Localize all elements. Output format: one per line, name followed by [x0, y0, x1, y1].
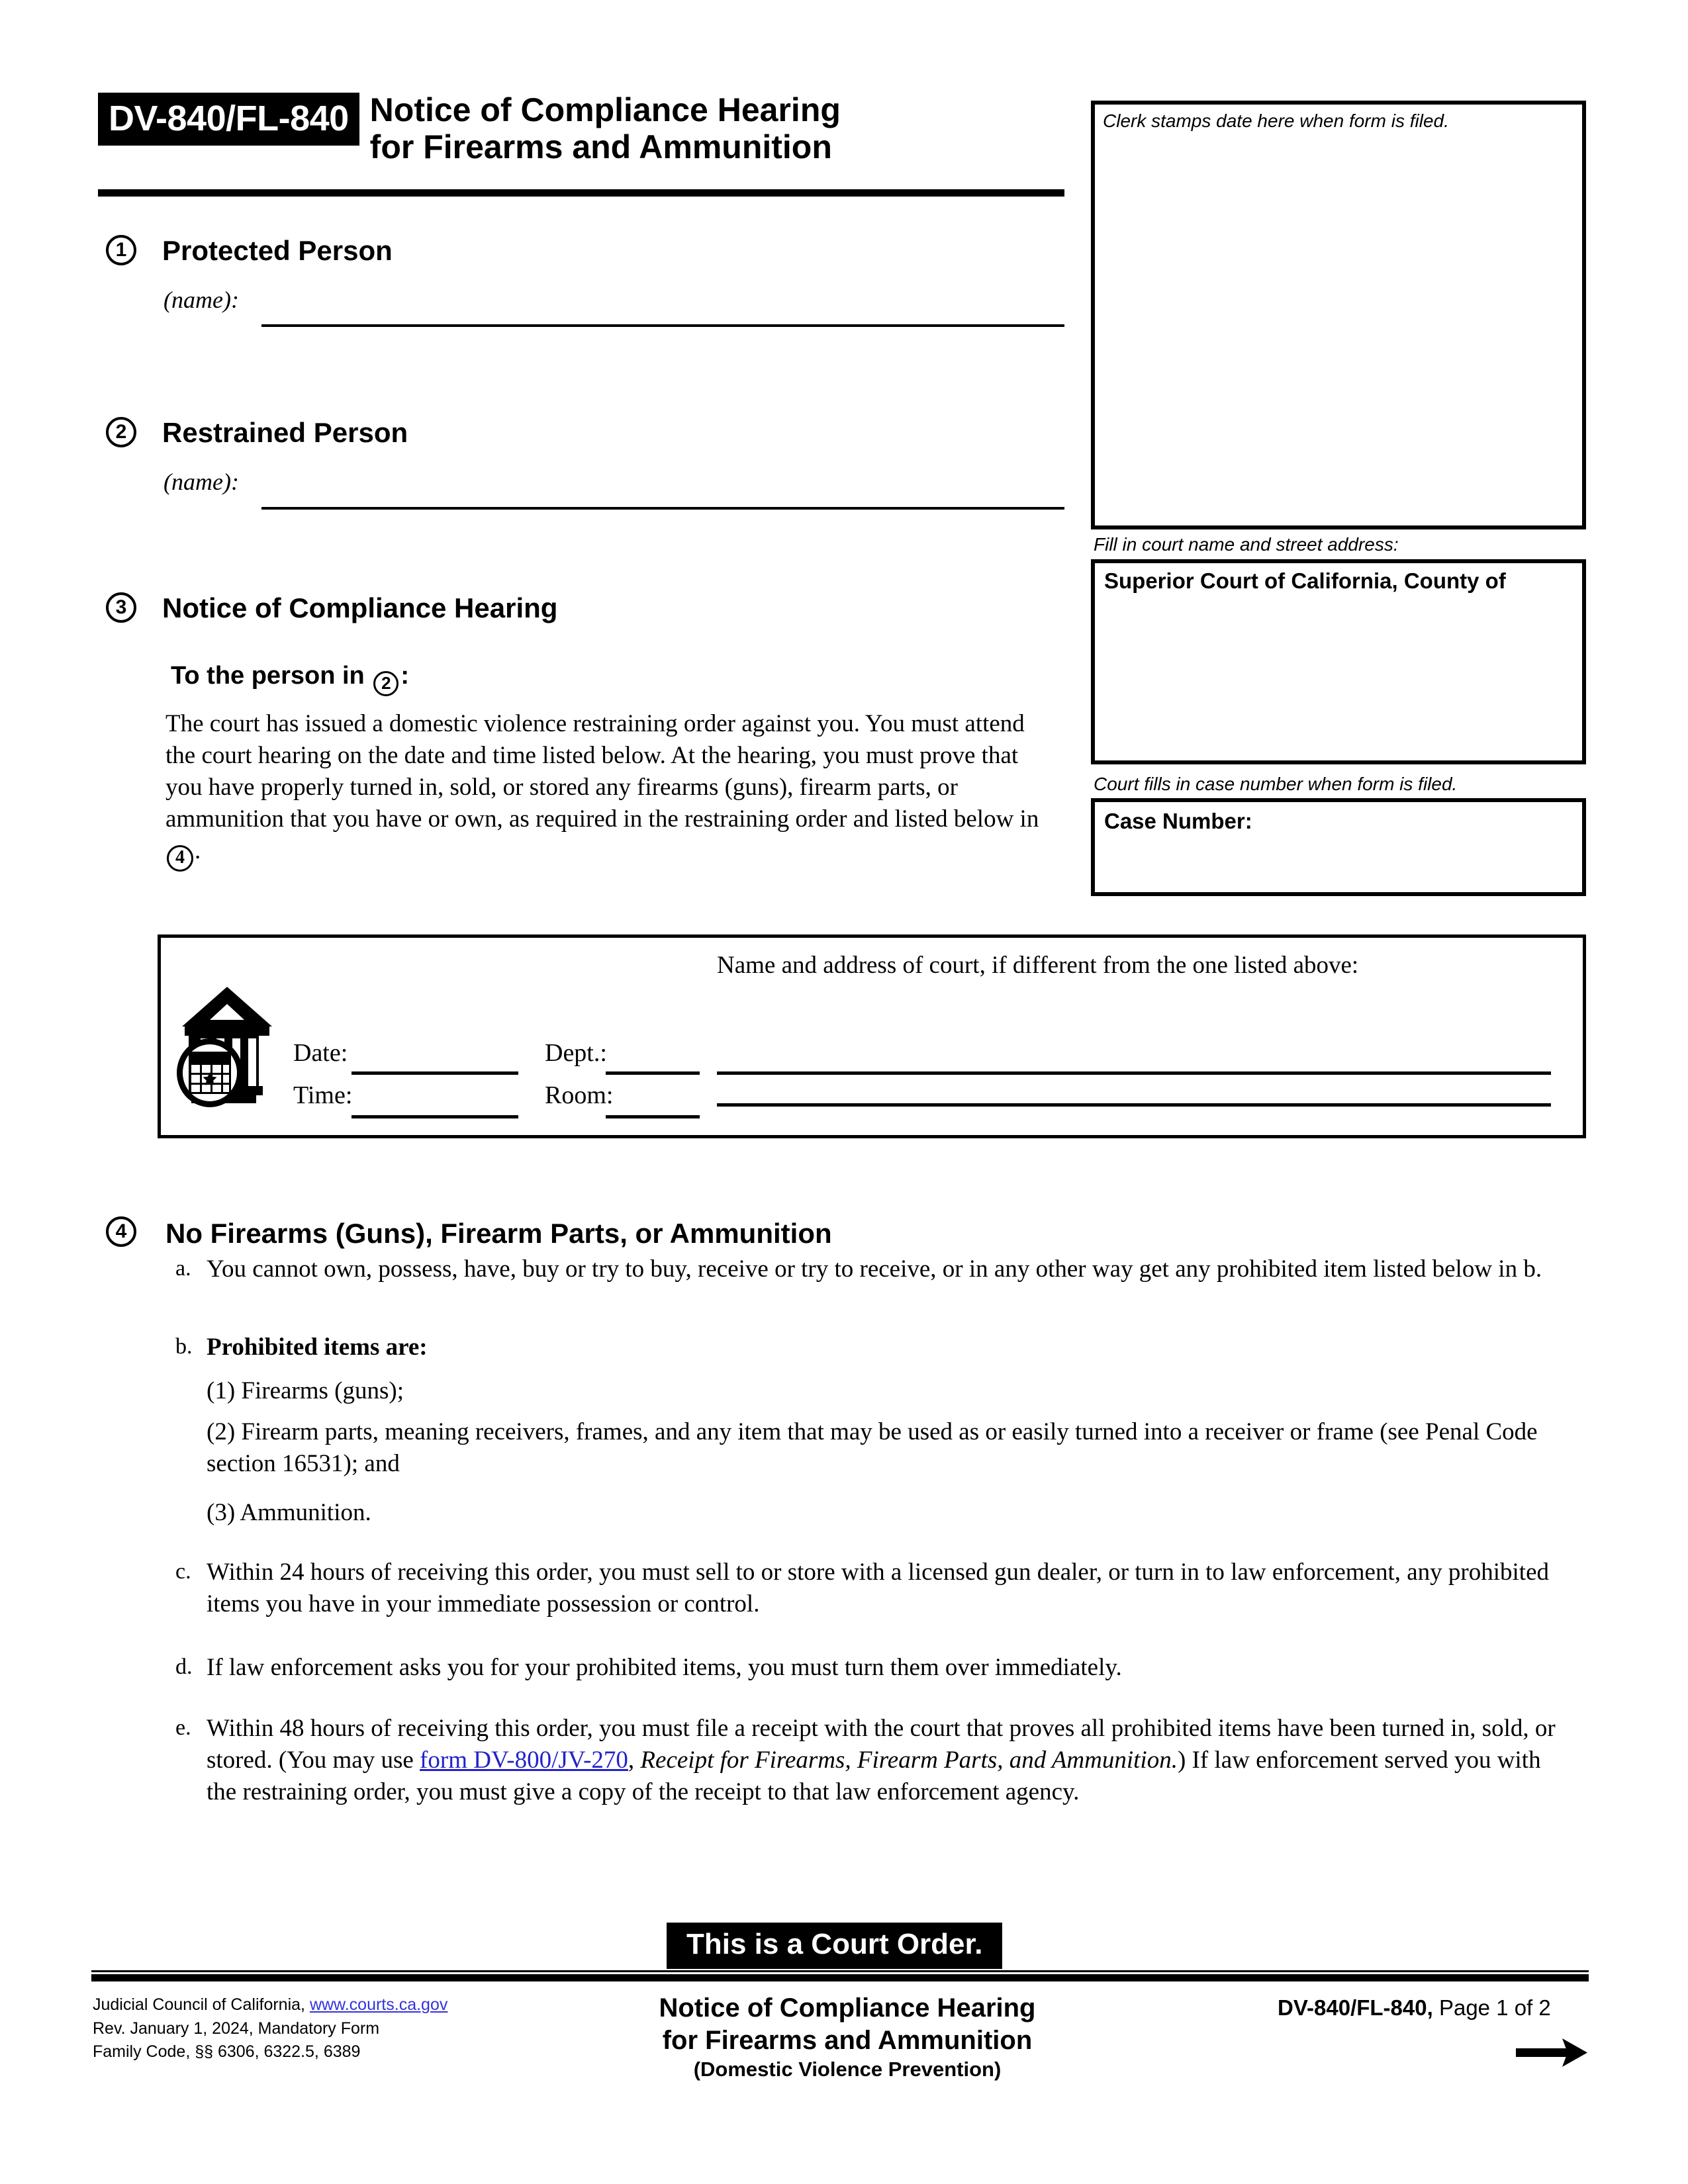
item-4e-text — [207, 1713, 1570, 1808]
footer-code-line: Family Code, §§ 6306, 6322.5, 6389 — [93, 2042, 361, 2061]
protected-person-name-field[interactable] — [261, 324, 1064, 327]
footer-revision-line: Rev. January 1, 2024, Mandatory Form — [93, 2019, 380, 2038]
item-2-number — [106, 417, 136, 447]
item-2-name-label: (name): — [164, 469, 239, 495]
footer-council-prefix: Judicial Council of California, — [93, 1995, 310, 2014]
item-4d-letter: d. — [175, 1655, 193, 1679]
item-4b-list-3: (3) Ammunition. — [207, 1499, 371, 1526]
form-title — [370, 91, 841, 165]
footer-page-number: Page 1 of 2 — [1432, 1995, 1551, 2020]
circled-number-1: 1 — [106, 235, 136, 265]
dept-label: Dept.: — [545, 1039, 607, 1067]
footer-rule-thick — [91, 1974, 1589, 1981]
item-4-number — [106, 1216, 136, 1247]
circled-number-4: 4 — [106, 1216, 136, 1247]
footer-rule-thin — [91, 1970, 1589, 1972]
clerk-stamp-box[interactable] — [1091, 101, 1586, 529]
court-order-banner: This is a Court Order. — [667, 1923, 1002, 1969]
item-4b-text: Prohibited items are: — [207, 1334, 428, 1361]
alternate-court-address-line-1[interactable] — [717, 1071, 1551, 1075]
time-label: Time: — [293, 1081, 353, 1109]
form-header — [98, 93, 1064, 165]
header-divider-rule — [98, 189, 1064, 197]
footer-left-block — [93, 1993, 447, 2064]
form-title-line1: Notice of Compliance Hearing — [369, 91, 841, 128]
item-3-heading: Notice of Compliance Hearing — [162, 592, 558, 623]
footer-title-line1: Notice of Compliance Hearing — [659, 1993, 1036, 2023]
courts-ca-gov-link[interactable]: www.courts.ca.gov — [309, 1995, 448, 2014]
footer-center-block — [616, 1992, 1079, 2081]
item-3-paragraph-text: The court has issued a domestic violence restraining order against you. You must attend the court hearing on the date and time listed below. At the hearing, you must prove that you have properly turned in, sold, or stored any firearms (guns), firearm parts, or ammunition that you have or own, as required in the restraining order and listed below in — [165, 710, 1039, 833]
clerk-stamp-caption: Clerk stamps date here when form is filed. — [1103, 111, 1449, 131]
court-name-address-box[interactable] — [1091, 559, 1586, 764]
footer-council-line — [93, 1993, 447, 2017]
item-2-heading: Restrained Person — [162, 417, 408, 448]
next-page-arrow-icon — [1516, 2037, 1589, 2069]
date-field[interactable] — [352, 1071, 518, 1075]
circled-number-2: 2 — [106, 417, 136, 447]
case-number-caption: Court fills in case number when form is filed. — [1094, 774, 1458, 794]
form-number-badge: DV-840/FL-840 — [98, 93, 359, 146]
fill-court-caption: Fill in court name and street address: — [1094, 534, 1399, 555]
item-3-paragraph-end: . — [195, 837, 201, 865]
circled-reference-2: 2 — [373, 671, 399, 696]
item-4c-text: Within 24 hours of receiving this order, you must sell to or store with a licensed gun dealer, or turn in to law enforcement, any prohibited items you have in your immediate possession or control. — [207, 1559, 1549, 1618]
room-label: Room: — [545, 1081, 614, 1109]
dept-field[interactable] — [606, 1071, 700, 1075]
case-number-box[interactable] — [1091, 798, 1586, 896]
time-field[interactable] — [352, 1115, 518, 1118]
footer-right-block — [1278, 1995, 1551, 2021]
item-4c-letter: c. — [175, 1559, 191, 1584]
item-1-heading: Protected Person — [162, 235, 393, 266]
item-4a-text: You cannot own, possess, have, buy or try to buy, receive or try to receive, or in any other way get any prohibited item listed below in b. — [207, 1255, 1542, 1283]
item-4b-letter: b. — [175, 1334, 193, 1359]
item-3-paragraph — [165, 708, 1053, 872]
item-3-number — [106, 592, 136, 623]
hearing-details-box — [158, 934, 1586, 1138]
item-4b-list-2: (2) Firearm parts, meaning receivers, frames, and any item that may be used as or easily turned into a receiver or frame (see Penal Code section 16531); and — [207, 1418, 1538, 1478]
courthouse-calendar-icon — [175, 985, 275, 1108]
date-label: Date: — [293, 1039, 348, 1067]
alternate-court-address-note: Name and address of court, if different from the one listed above: — [717, 952, 1359, 979]
form-title-line2: for Firearms and Ammunition — [369, 128, 832, 165]
dv-800-form-link[interactable]: form DV-800/JV-270 — [420, 1747, 628, 1774]
to-person-prefix: To the person in — [171, 662, 365, 690]
item-4a-letter: a. — [175, 1256, 191, 1281]
footer-title-line3: (Domestic Violence Prevention) — [693, 2057, 1002, 2081]
item-1-name-label: (name): — [164, 287, 239, 313]
alternate-court-address-line-2[interactable] — [717, 1103, 1551, 1107]
to-person-suffix: : — [400, 662, 409, 690]
circled-number-3: 3 — [106, 592, 136, 623]
item-4e-italic-title: Receipt for Firearms, Firearm Parts, and Ammunition. — [640, 1747, 1178, 1774]
item-4e-letter: e. — [175, 1715, 191, 1740]
item-1-number — [106, 235, 136, 265]
item-4e-text-part1: Within 48 hours of receiving this order, you must file a receipt with the court that proves all prohibited items have been turned in, sold, or stored. (You may use — [207, 1715, 1556, 1774]
footer-form-number: DV-840/FL-840, — [1278, 1995, 1433, 2020]
case-number-label: Case Number: — [1104, 809, 1252, 833]
court-box-title: Superior Court of California, County of — [1104, 569, 1506, 593]
footer-title-line2: for Firearms and Ammunition — [662, 2025, 1033, 2055]
room-field[interactable] — [606, 1115, 700, 1118]
item-4d-text: If law enforcement asks you for your prohibited items, you must turn them over immediately. — [207, 1654, 1122, 1681]
item-4e-text-part2: , — [628, 1747, 641, 1774]
item-4e-text-part3: ) If law enforcement served you with the restraining order, you must give a copy of the receipt to that law enforcement agency. — [207, 1747, 1541, 1806]
restrained-person-name-field[interactable] — [261, 507, 1064, 510]
item-4b-list-1: (1) Firearms (guns); — [207, 1377, 404, 1404]
circled-reference-4: 4 — [167, 845, 193, 872]
alternate-court-address-line-3[interactable] — [717, 1135, 1551, 1138]
item-4-heading: No Firearms (Guns), Firearm Parts, or Ammunition — [165, 1218, 832, 1249]
to-person-line — [171, 662, 409, 696]
